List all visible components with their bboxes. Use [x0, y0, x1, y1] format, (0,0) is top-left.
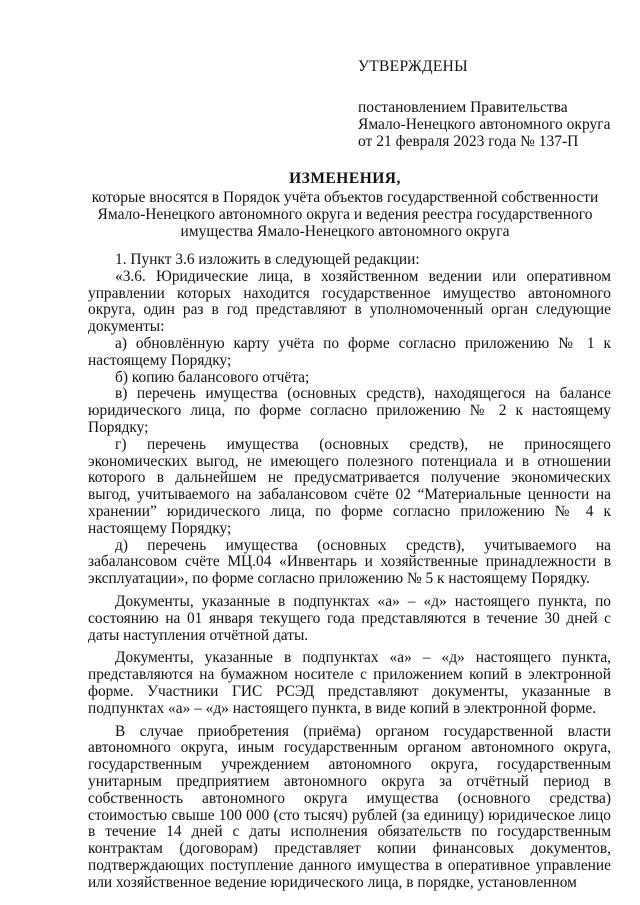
paragraph: д) перечень имущества (основных средств), учитываемого на забалансовом счёте МЦ.04 «Инвентарь и хозяйственные принадлежности в эксплуатации», по форме согласно приложению № 5 к настоящему Порядку. [88, 536, 611, 588]
document-subtitle-line: которые вносятся в Порядок учёта объектов государственной собственности [91, 189, 599, 206]
paragraph: В случае приобретения (приёма) органом государственной власти автономного округа, иным государственным органом автономного округа, государственным учреждением автономного округа, государственным унитарным предприятием автономного округа за отчётный период в собственность автономного округа имущества (основного средства) стоимостью свыше 100 000 (сто тысяч) рублей (за единицу) юридическое лицо в течение 14 дней с даты исполнения обязательств по государственным контрактам (договорам) представляет копии финансовых документов, подтверждающих поступление данного имущества в оперативное управление или хозяйственное ведение юридического лица, в порядке, установленном [88, 722, 611, 891]
paragraph: б) копию балансового отчёта; [115, 368, 310, 386]
paragraph: г) перечень имущества (основных средств), не приносящего экономических выгод, не имеющего полезного потенциала и в отношении которого в дальнейшем не предусматривается получение экономических выгод, учитываемого на забалансовом счёте 02 “Материальные ценности на хранении” юридического лица, по форме согласно приложению № 4 к настоящему Порядку; [88, 435, 611, 537]
paragraph: в) перечень имущества (основных средств), находящегося на балансе юридического лица, по форме согласно приложению № 2 к настоящему Порядку; [88, 385, 611, 436]
document-body [88, 252, 611, 891]
paragraph: 1. Пункт 3.6 изложить в следующей редакции: [115, 251, 420, 268]
paragraph: Документы, указанные в подпунктах «а» – «д» настоящего пункта, представляются на бумажном носителе с приложением копий в электронной форме. Участники ГИС РСЭД представляют документы, указанные в подпунктах «а» – «д» настоящего пункта, в виде копий в электронной форме. [88, 649, 611, 717]
paragraph: а) обновлённую карту учёта по форме согласно приложению № 1 к настоящему Порядку; [88, 334, 611, 369]
approval-line: постановлением Правительства [358, 99, 568, 116]
document-subtitle-line: Ямало-Ненецкого автономного округа и ведения реестра государственного [97, 206, 593, 223]
approval-stamp [358, 58, 628, 150]
document-title: ИЗМЕНЕНИЯ, [289, 170, 401, 187]
approval-heading: УТВЕРЖДЕНЫ [358, 58, 468, 75]
approval-line: от 21 февраля 2023 года № 137-П [358, 133, 579, 150]
paragraph: Документы, указанные в подпунктах «а» – «д» настоящего пункта, по состоянию на 01 января текущего года представляются в течение 30 дней с даты наступления отчётной даты. [88, 592, 611, 644]
document-subtitle-line: имущества Ямало-Ненецкого автономного округа [180, 223, 510, 240]
document-title-block [60, 170, 630, 240]
paragraph: «3.6. Юридические лица, в хозяйственном ведении или оперативном управлении которых находится государственное имущество автономного округа, один раз в год представляют в уполномоченный орган следующие документы: [88, 267, 611, 336]
approval-line: Ямало-Ненецкого автономного округа [358, 116, 611, 133]
